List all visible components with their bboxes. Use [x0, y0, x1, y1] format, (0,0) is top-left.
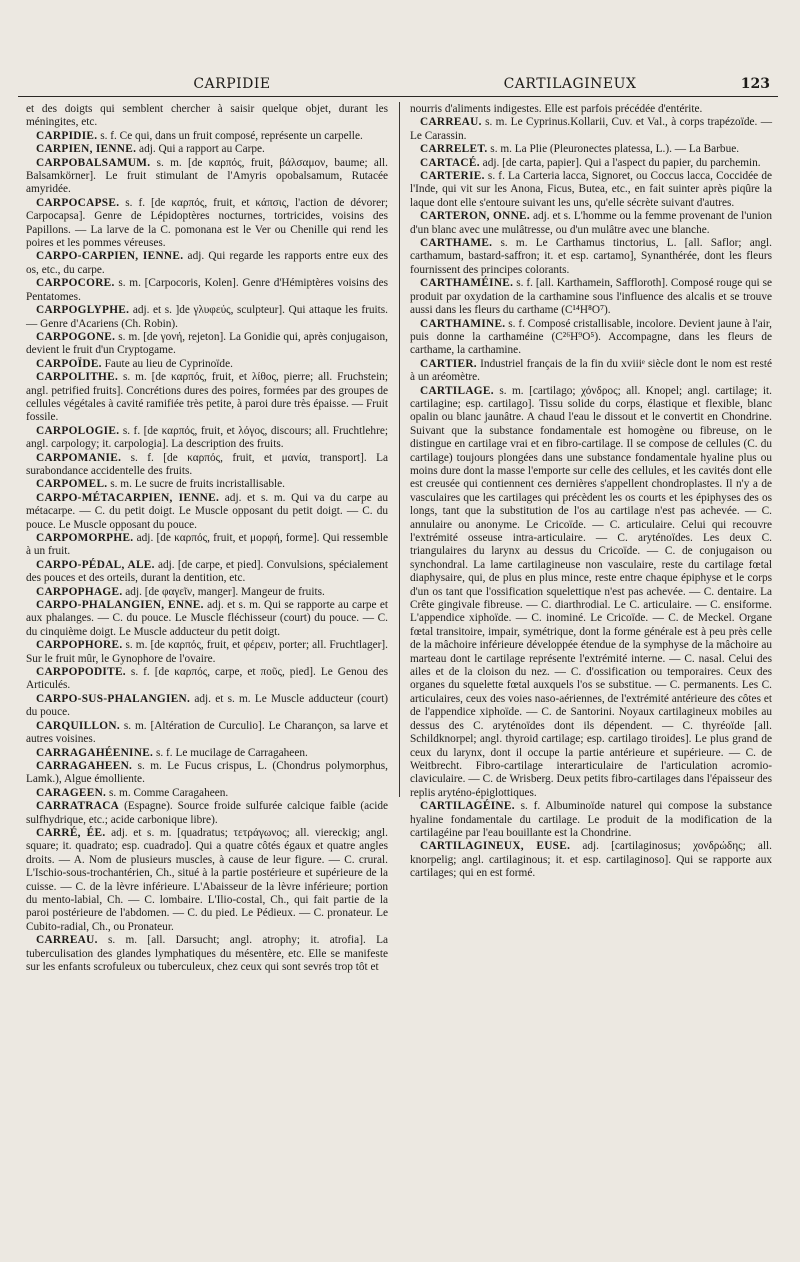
entry-headword: CARTILAGÉINE. — [420, 800, 515, 813]
entry-definition: s. f. [de καρπός, fruit, et λόγος, discours; all. Fruchtlehre; angl. carpology; it. carpologia]. La description des fruits. — [26, 424, 388, 451]
entry-definition: s. m. Le sucre de fruits incristallisable. — [107, 478, 285, 491]
entry-headword: CARRELET. — [420, 143, 488, 156]
entry-headword: CARRÉ, ÉE. — [36, 826, 106, 839]
entry-headword: CARPOMANIE. — [36, 451, 122, 464]
dictionary-entry — [26, 250, 388, 277]
entry-headword: CARRAGAHÉENINE. — [36, 746, 154, 759]
entry-headword: CARPOLITHE. — [36, 371, 119, 384]
entry-headword: CARREAU. — [36, 934, 98, 947]
dictionary-entry — [410, 210, 772, 237]
entry-headword: CARRATRACA — [36, 800, 120, 813]
entry-definition: s. m. [cartilago; χόνδρος; all. Knopel; angl. cartilage; it. cartilagine; esp. cartilago]. Tissu solide du corps, élastique et flexible, blanc opalin ou blanc jaunâtre. A chaud l'eau le dissout et le convertit en Chondrine. Suivant que la substance fondamentale est homogène ou fibreuse, on le distingue en cartilage vrai et en fibro-cartilage. Il se compose de cellules (C. du cartilage) toujours plongées dans une substance fondamentale hyaline plus ou moins dure dont la masse l'emporte sur celle des cellules, et les cavités dont elle est creusée qui contiennent ces dernières s'appellent chondroplastes. Il n'y a de vasculaires que les cartilages qui précèdent les os courts et les épiphyses des os longs, tant que la substitution de l'os au cartilage n'est pas achevée. — C. annulaire ou anonyme. Le Cricoïde. — C. articulaire. Celui qui recouvre l'extrémité osseuse intra-articulaire. — C. aryténoïdes. Les deux C. triangulaires du larynx au dessus du Cricoïde. — C. de conjugaison ou synchondral. La lame cartilagineuse non vasculaire, reste du cartilage fœtal diaphysaire, qui, de plus en plus mince, reste entre chaque épiphyse et le corps d'un os tant que l'ossification squelettique n'est pas achevée. — C. dentaire. La Crête gingivale fibreuse. — C. diarthrodial. Le C. articulaire. — C. ensiforme. L'appendice xiphoïde. — C. inominé. Le Cricoïde. — C. de Meckel. Organe fœtal transitoire, impair, symétrique, dont la forme générale est à peu près celle de la mâchoire inférieure développée étendue de la symphyse de la mâchoire au marteau dont le cartilage représente l'extrémité interne. — C. nasal. Celui des ailes et de la cloison du nez. — C. d'ossification ou temporaires. Ceux des organes du squelette fœtal auxquels l'os se substitue. — C. permanents. Les C. articulaires, ceux des voies naso-aériennes, de l'extrémité antérieure des côtes et de l'appendice xiphoïde. — C. de Santorini. Noyaux cartilagineux mobiles au dessus des C. aryténoïdes dont ils dépendent. — C. thyréoïde [all. Schildknorpel; angl. thyroid cartilage; esp. cartilago tiroides]. Le plus grand de ceux du larynx, dont il occupe la partie antérieure et supérieure. — C. de Weitbrecht. Fibro-cartilage interarticulaire de l'articulation acromio-claviculaire. — C. de Wrisberg. Deux petits fibro-cartilages dans l'épaisseur des replis aryténo-épiglottiques. — [410, 384, 772, 799]
entry-headword: CARAGEEN. — [36, 786, 107, 799]
entry-headword: CARPOLOGIE. — [36, 424, 120, 437]
entry-definition: adj. [de carta, papier]. Qui a l'aspect du papier, du parchemin. — [479, 156, 761, 169]
entry-headword: CARPOGLYPHE. — [36, 304, 130, 317]
entry-definition: s. m. [all. Darsucht; angl. atrophy; it. atrofia]. La tuberculisation des glandes lymphatiques du mésentère, etc. Elle se manifeste sur les enfants scrofuleux ou tuberculeux, chez ceux qui sont sevrés trop tôt et — [26, 934, 388, 973]
entry-definition: s. m. Le Fucus crispus, L. (Chondrus polymorphus, Lamk.), Algue émolliente. — [26, 759, 388, 786]
entry-headword: CARTHAME. — [420, 237, 493, 250]
entry-headword: CARPOÏDE. — [36, 357, 102, 370]
entry-definition: adj. et s. m. Le Muscle adducteur (court) du pouce. — [26, 692, 388, 719]
dictionary-entry — [26, 157, 388, 197]
entry-definition: s. m. La Plie (Pleuronectes platessa, L.). — La Barbue. — [487, 143, 740, 156]
dictionary-entry — [26, 720, 388, 747]
entry-definition: (Espagne). Source froide sulfurée calcique faible (acide sulfhydrique, etc.; acide carbonique libre). — [26, 800, 388, 826]
dictionary-entry — [26, 639, 388, 666]
dictionary-entry — [26, 559, 388, 586]
entry-headword: CARTILAGINEUX, EUSE. — [420, 840, 571, 853]
dictionary-entry — [410, 143, 772, 156]
entry-headword: CARTERON, ONNE. — [420, 210, 530, 223]
entry-headword: CARTIER. — [420, 357, 477, 370]
dictionary-entry — [410, 116, 772, 143]
entry-headword: CARPOPODITE. — [36, 666, 126, 679]
entry-headword: CARTERIE. — [420, 170, 485, 183]
dictionary-entry — [26, 800, 388, 827]
header-rule — [18, 96, 778, 97]
entry-headword: CARPOBALSAMUM. — [36, 156, 151, 169]
dictionary-entry — [26, 358, 388, 371]
left-running-title: CARPIDIE — [193, 76, 271, 92]
entry-headword: CARQUILLON. — [36, 719, 120, 732]
entry-definition: s. m. Le Cyprinus.Kollarii, Cuv. et Val., à corps trapézoïde. — Le Carassin. — [410, 116, 772, 142]
entry-definition: s. f. La Carteria lacca, Signoret, ou Coccus lacca, Coccidée de l'Inde, qui vit sur les Anona, Ficus, Butea, etc., en fait suinter après piqûre la laque dont elle s'entoure suivant les uns, qu'elle sécrète suivant d'autres. — [410, 170, 772, 209]
entry-headword: CARPO-PHALANGIEN, ENNE. — [36, 599, 204, 612]
entry-definition: s. f. [de καρπός, fruit, et κάπσις, l'action de dévorer; Carpocapsa]. Genre de Lépidoptères nocturnes, tortricides, voisins des Papillons. — La larve de la C. pomonana est le Ver ou Chenille qui rend les poires et les pommes véreuses. — [26, 196, 388, 250]
entry-headword: CARPOCORE. — [36, 277, 115, 290]
dictionary-entry — [26, 371, 388, 425]
dictionary-entry — [26, 586, 388, 599]
entry-definition: s. f. Composé cristallisable, incolore. Devient jaune à l'air, puis donne la carthaméine (C²⁶H⁹O⁵). Accompagne, dans les fleurs de carthame, la carthamine. — [410, 317, 772, 357]
entry-definition: Industriel français de la fin du xviiiᵉ siècle dont le nom est resté à un aréomètre. — [410, 357, 772, 384]
entry-definition: s. f. Le mucilage de Carragaheen. — [153, 746, 308, 759]
dictionary-entry — [410, 358, 772, 385]
dictionary-entry — [26, 103, 388, 130]
column-divider — [399, 102, 400, 797]
dictionary-entry — [26, 304, 388, 331]
entry-definition: adj. et s. L'homme ou la femme provenant de l'union d'un blanc avec une mulâtresse, ou d'un mulâtre avec une blanche. — [410, 210, 772, 236]
dictionary-entry — [410, 170, 772, 210]
entry-definition: s. m. [Altération de Curculio]. Le Charançon, sa larve et autres voisines. — [26, 719, 388, 746]
dictionary-entry — [26, 827, 388, 934]
dictionary-entry — [26, 492, 388, 532]
entry-definition: s. m. Le Carthamus tinctorius, L. [all. Saflor; angl. carthamum, bastard-saffron; it. et esp. cartamo], Synanthérée, dont les fleurs fournissent des principes colorants. — [410, 237, 772, 276]
right-running-title: CARTILAGINEUX — [503, 76, 637, 92]
entry-definition: nourris d'aliments indigestes. Elle est parfois précédée d'entérite. — [410, 103, 703, 115]
entry-headword: CARPOMEL. — [36, 478, 108, 491]
entry-definition: adj. [de carpe, et pied]. Convulsions, spécialement des pouces et des orteils, durant la dentition, etc. — [26, 558, 389, 585]
entry-definition: s. m. [de καρπός, fruit, βάλσαμον, baume; all. Balsamkörner]. Le fruit stimulant de l'Amyris opobalsamum, Rutacée amyridée. — [26, 156, 388, 196]
entry-definition: adj. Qui a rapport au Carpe. — [136, 143, 265, 156]
entry-definition: s. f. Ce qui, dans un fruit composé, représente un carpelle. — [97, 129, 363, 142]
dictionary-entry — [26, 532, 388, 559]
dictionary-entry — [26, 331, 388, 358]
entry-headword: CARPO-PÉDAL, ALE. — [36, 558, 155, 571]
entry-definition: s. m. [de καρπός, fruit, et φέρειν, porter; all. Fruchtlager]. Sur le fruit mûr, le Gynophore de l'ovaire. — [26, 639, 388, 665]
entry-definition: Faute au lieu de Cyprinoïde. — [101, 357, 233, 370]
entry-definition: adj. [de φαγεῖν, manger]. Mangeur de fruits. — [122, 585, 325, 598]
dictionary-entry — [26, 197, 388, 251]
entry-headword: CARPOGONE. — [36, 330, 116, 343]
entry-headword: CARPO-MÉTACARPIEN, IENNE. — [36, 491, 220, 504]
entry-headword: CARPIEN, IENNE. — [36, 143, 137, 156]
entry-headword: CARPOCAPSE. — [36, 196, 120, 209]
entry-definition: s. f. [de καρπός, fruit, et μανία, transport]. La surabondance accidentelle des fruits. — [26, 451, 388, 477]
entry-headword: CARPO-CARPIEN, IENNE. — [36, 250, 184, 263]
dictionary-entry — [26, 143, 388, 156]
dictionary-entry — [26, 934, 388, 974]
entry-headword: CARPOMORPHE. — [36, 532, 134, 544]
entry-headword: CARPO-SUS-PHALANGIEN. — [36, 692, 191, 705]
dictionary-entry — [410, 318, 772, 358]
entry-definition: adj. [de καρπός, fruit, et μορφή, forme]. Qui ressemble à un fruit. — [26, 532, 388, 558]
entry-definition: s. f. Albuminoïde naturel qui compose la substance hyaline fondamentale du cartilage. Le produit de la modification de la cartilagéine par l'eau bouillante est la Chondrine. — [410, 800, 772, 839]
entry-headword: CARTHAMÉINE. — [420, 277, 514, 290]
entry-definition: adj. [cartilaginosus; χονδρώδης; all. knorpelig; angl. cartilaginous; it. et esp. cartilaginoso]. Qui se rapporte aux cartilages; qui en est formé. — [410, 840, 772, 880]
entry-definition: adj. Qui regarde les rapports entre eux des os, etc., du carpe. — [26, 250, 388, 276]
dictionary-entry — [26, 760, 388, 787]
dictionary-entry — [410, 385, 772, 801]
entry-headword: CARREAU. — [420, 116, 482, 129]
dictionary-entry — [410, 237, 772, 277]
dictionary-entry — [410, 800, 772, 840]
entry-definition: s. m. [de γονή, rejeton]. La Gonidie qui, après conjugaison, devient le fruit d'un Cryptogame. — [26, 330, 388, 357]
entry-definition: s. m. [Carpocoris, Kolen]. Genre d'Hémiptères voisins des Pentatomes. — [26, 277, 388, 303]
entry-headword: CARTHAMINE. — [420, 317, 506, 330]
entry-definition: s. m. [de καρπός, fruit, et λίθος, pierre; all. Fruchstein; angl. petrified fruits]. Concrétions dures des poires, formées par des groupes de cellules végétales à cavité ramifiée très petite, à paroi dure très épaisse. — Fruit fossile. — [26, 371, 388, 424]
dictionary-entry — [26, 478, 388, 491]
dictionary-entry — [410, 157, 772, 170]
right-column — [410, 103, 772, 881]
entry-headword: CARRAGAHEEN. — [36, 759, 133, 772]
dictionary-entry — [26, 747, 388, 760]
dictionary-entry — [410, 103, 772, 116]
entry-headword: CARPIDIE. — [36, 129, 98, 142]
entry-definition: et des doigts qui semblent chercher à saisir quelque objet, durant les méningites, etc. — [26, 103, 388, 129]
dictionary-entry — [26, 599, 388, 639]
dictionary-entry — [26, 130, 388, 143]
entry-headword: CARTILAGE. — [420, 384, 494, 397]
entry-definition: adj. et s. m. Qui va du carpe au métacarpe. — C. du petit doigt. Le Muscle opposant du petit doigt. — C. du pouce. Le Muscle opposant du pouce. — [26, 491, 388, 531]
dictionary-entry — [26, 452, 388, 479]
entry-definition: s. f. [all. Karthamein, Saffloroth]. Composé rouge qui se produit par oxydation de la carthamine sous l'influence des alcalis et se trouve aussi dans les fleurs du carthame (C¹⁴H⁸O⁷). — [410, 277, 772, 317]
page-number: 123 — [740, 76, 770, 92]
entry-definition: s. f. [de καρπός, carpe, et ποῦς, pied]. Le Genou des Articulés. — [26, 666, 388, 692]
entry-definition: adj. et s. m. Qui se rapporte au carpe et aux phalanges. — C. du pouce. Le Muscle fléchisseur (court) du pouce. — C. du cinquième doigt. Le Muscle adducteur du petit doigt. — [26, 599, 388, 638]
left-column — [26, 103, 388, 974]
dictionary-entry — [26, 787, 388, 800]
entry-headword: CARPOPHORE. — [36, 639, 123, 652]
dictionary-entry — [410, 840, 772, 880]
dictionary-entry — [26, 693, 388, 720]
entry-headword: CARTACÉ. — [420, 156, 480, 169]
entry-headword: CARPOPHAGE. — [36, 585, 123, 598]
entry-definition: s. m. Comme Caragaheen. — [106, 786, 229, 799]
dictionary-entry — [26, 425, 388, 452]
dictionary-entry — [26, 666, 388, 693]
dictionary-entry — [410, 277, 772, 317]
dictionary-entry — [26, 277, 388, 304]
entry-definition: adj. et s. m. [quadratus; τετράγωνος; all. viereckig; angl. square; it. quadrato; esp. cuadrado]. Qui a quatre côtés égaux et quatre angles droits. — A. Nom de plusieurs muscles, à cause de leur figure. — C. crural. L'Ischio-sous-trochantérien, Ch., situé à la partie postérieure et supérieure de la cuisse. — C. de la lèvre inférieure. L'Abaisseur de la lèvre inférieure; portion du mento-labial, Ch. — C. lombaire. L'Ilio-costal, Ch., qui fait partie de la paroi postérieure de l'abdomen. — C. du pied. Le Pédieux. — C. pronateur. Le Cubito-radial, Ch., ou Pronateur. — [26, 826, 388, 933]
entry-definition: adj. et s. ]de γλυφεύς, sculpteur]. Qui attaque les fruits. — Genre d'Acariens (Ch. Robin). — [26, 304, 388, 330]
